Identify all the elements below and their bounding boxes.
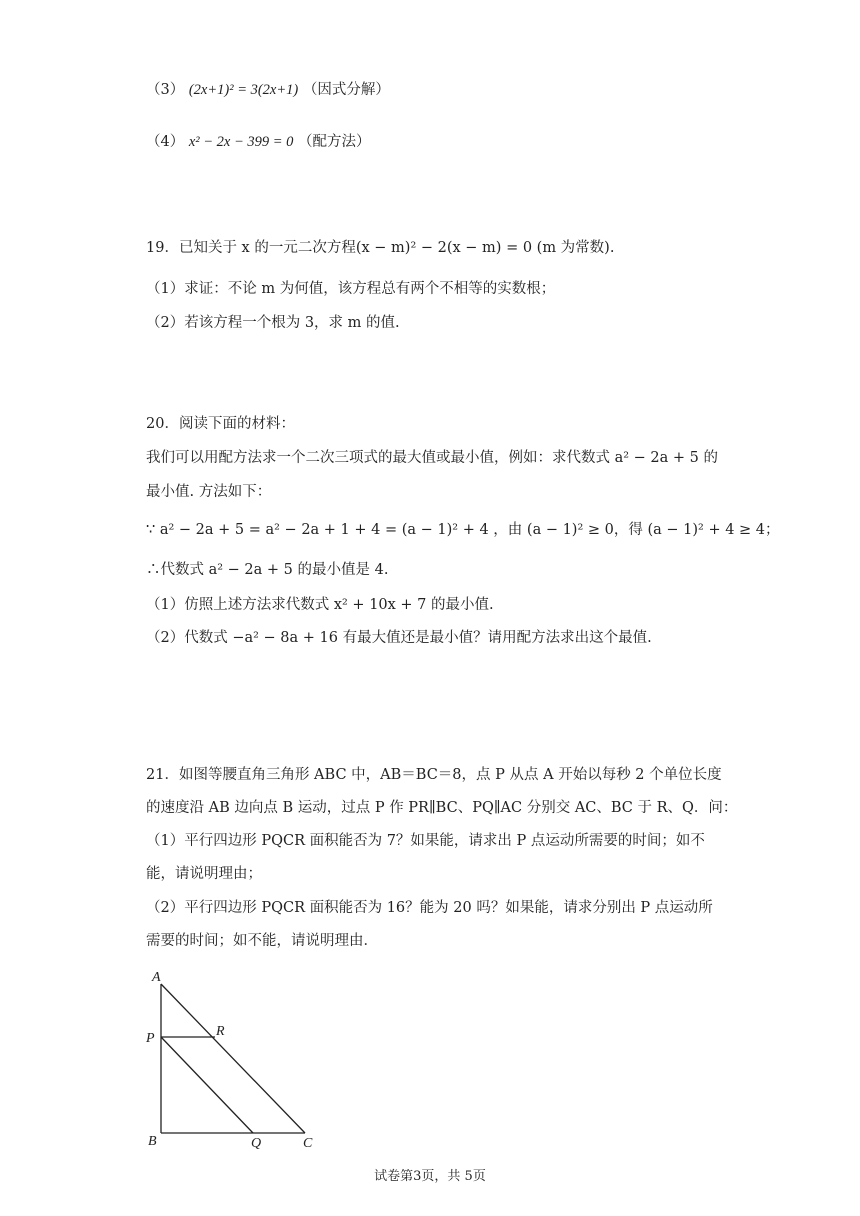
q21-line-6: 需要的时间；如不能，请说明理由． (146, 933, 378, 949)
q21-line-3: （1）平行四边形 PQCR 面积能否为 7？如果能，请求出 P 点运动所需要的时间；如不 (146, 833, 705, 849)
q19-part1: （1）求证：不论 m 为何值，该方程总有两个不相等的实数根； (146, 281, 556, 297)
q21-line-5: （2）平行四边形 PQCR 面积能否为 16？能为 20 吗？如果能，请求分别出 P 点运动所 (146, 900, 713, 916)
label-b: B (148, 1134, 157, 1149)
q20-part2: （2）代数式 −a² − 8a + 16 有最大值还是最小值？请用配方法求出这个最值. (146, 630, 652, 646)
page-footer: 试卷第3页，共 5页 (374, 1169, 486, 1184)
q18-part3 (146, 78, 390, 99)
q18-part4-number: （4） (146, 134, 185, 150)
q20-part1: （1）仿照上述方法求代数式 x² + 10x + 7 的最小值. (146, 597, 494, 613)
q19-part2: （2）若该方程一个根为 3，求 m 的值. (146, 315, 400, 331)
q20-therefore-line: ∴代数式 a² − 2a + 5 的最小值是 4. (146, 562, 389, 578)
label-p: P (146, 1031, 155, 1046)
q18-part3-equation: (2x+1)² = 3(2x+1) (188, 82, 299, 98)
label-r: R (216, 1024, 225, 1039)
q18-part3-number: （3） (146, 82, 185, 98)
q18-part3-method: （因式分解） (302, 82, 390, 98)
q18-part4-method: （配方法） (298, 134, 371, 150)
segment-pq (161, 1037, 253, 1133)
q18-part4 (146, 130, 371, 151)
q21-line-4: 能，请说明理由； (146, 866, 262, 882)
label-a: A (152, 970, 161, 985)
q20-paragraph-2: 最小值. 方法如下： (146, 484, 272, 500)
q18-part4-equation: x² − 2x − 399 = 0 (188, 134, 294, 150)
triangle-figure (140, 965, 340, 1150)
label-q: Q (251, 1136, 262, 1150)
q20-title: 20．阅读下面的材料： (146, 416, 295, 432)
q21-line-1: 21．如图等腰直角三角形 ABC 中，AB＝BC＝8，点 P 从点 A 开始以每秒 2 个单位长度 (146, 767, 722, 783)
q19-stem: 19．已知关于 x 的一元二次方程(x − m)² − 2(x − m) = 0 (m 为常数). (146, 240, 615, 256)
q21-line-2: 的速度沿 AB 边向点 B 运动，过点 P 作 PR∥BC、PQ∥AC 分别交 AC、BC 于 R、Q．问： (146, 800, 738, 816)
q20-because-line: ∵ a² − 2a + 5 = a² − 2a + 1 + 4 = (a − 1)² + 4 ，由 (a − 1)² ≥ 0，得 (a − 1)² + 4 ≥ 4； (146, 522, 780, 538)
q20-paragraph-1: 我们可以用配方法求一个二次三项式的最大值或最小值，例如：求代数式 a² − 2a + 5 的 (146, 450, 719, 466)
label-c: C (303, 1136, 313, 1150)
segment-ac (161, 984, 305, 1133)
